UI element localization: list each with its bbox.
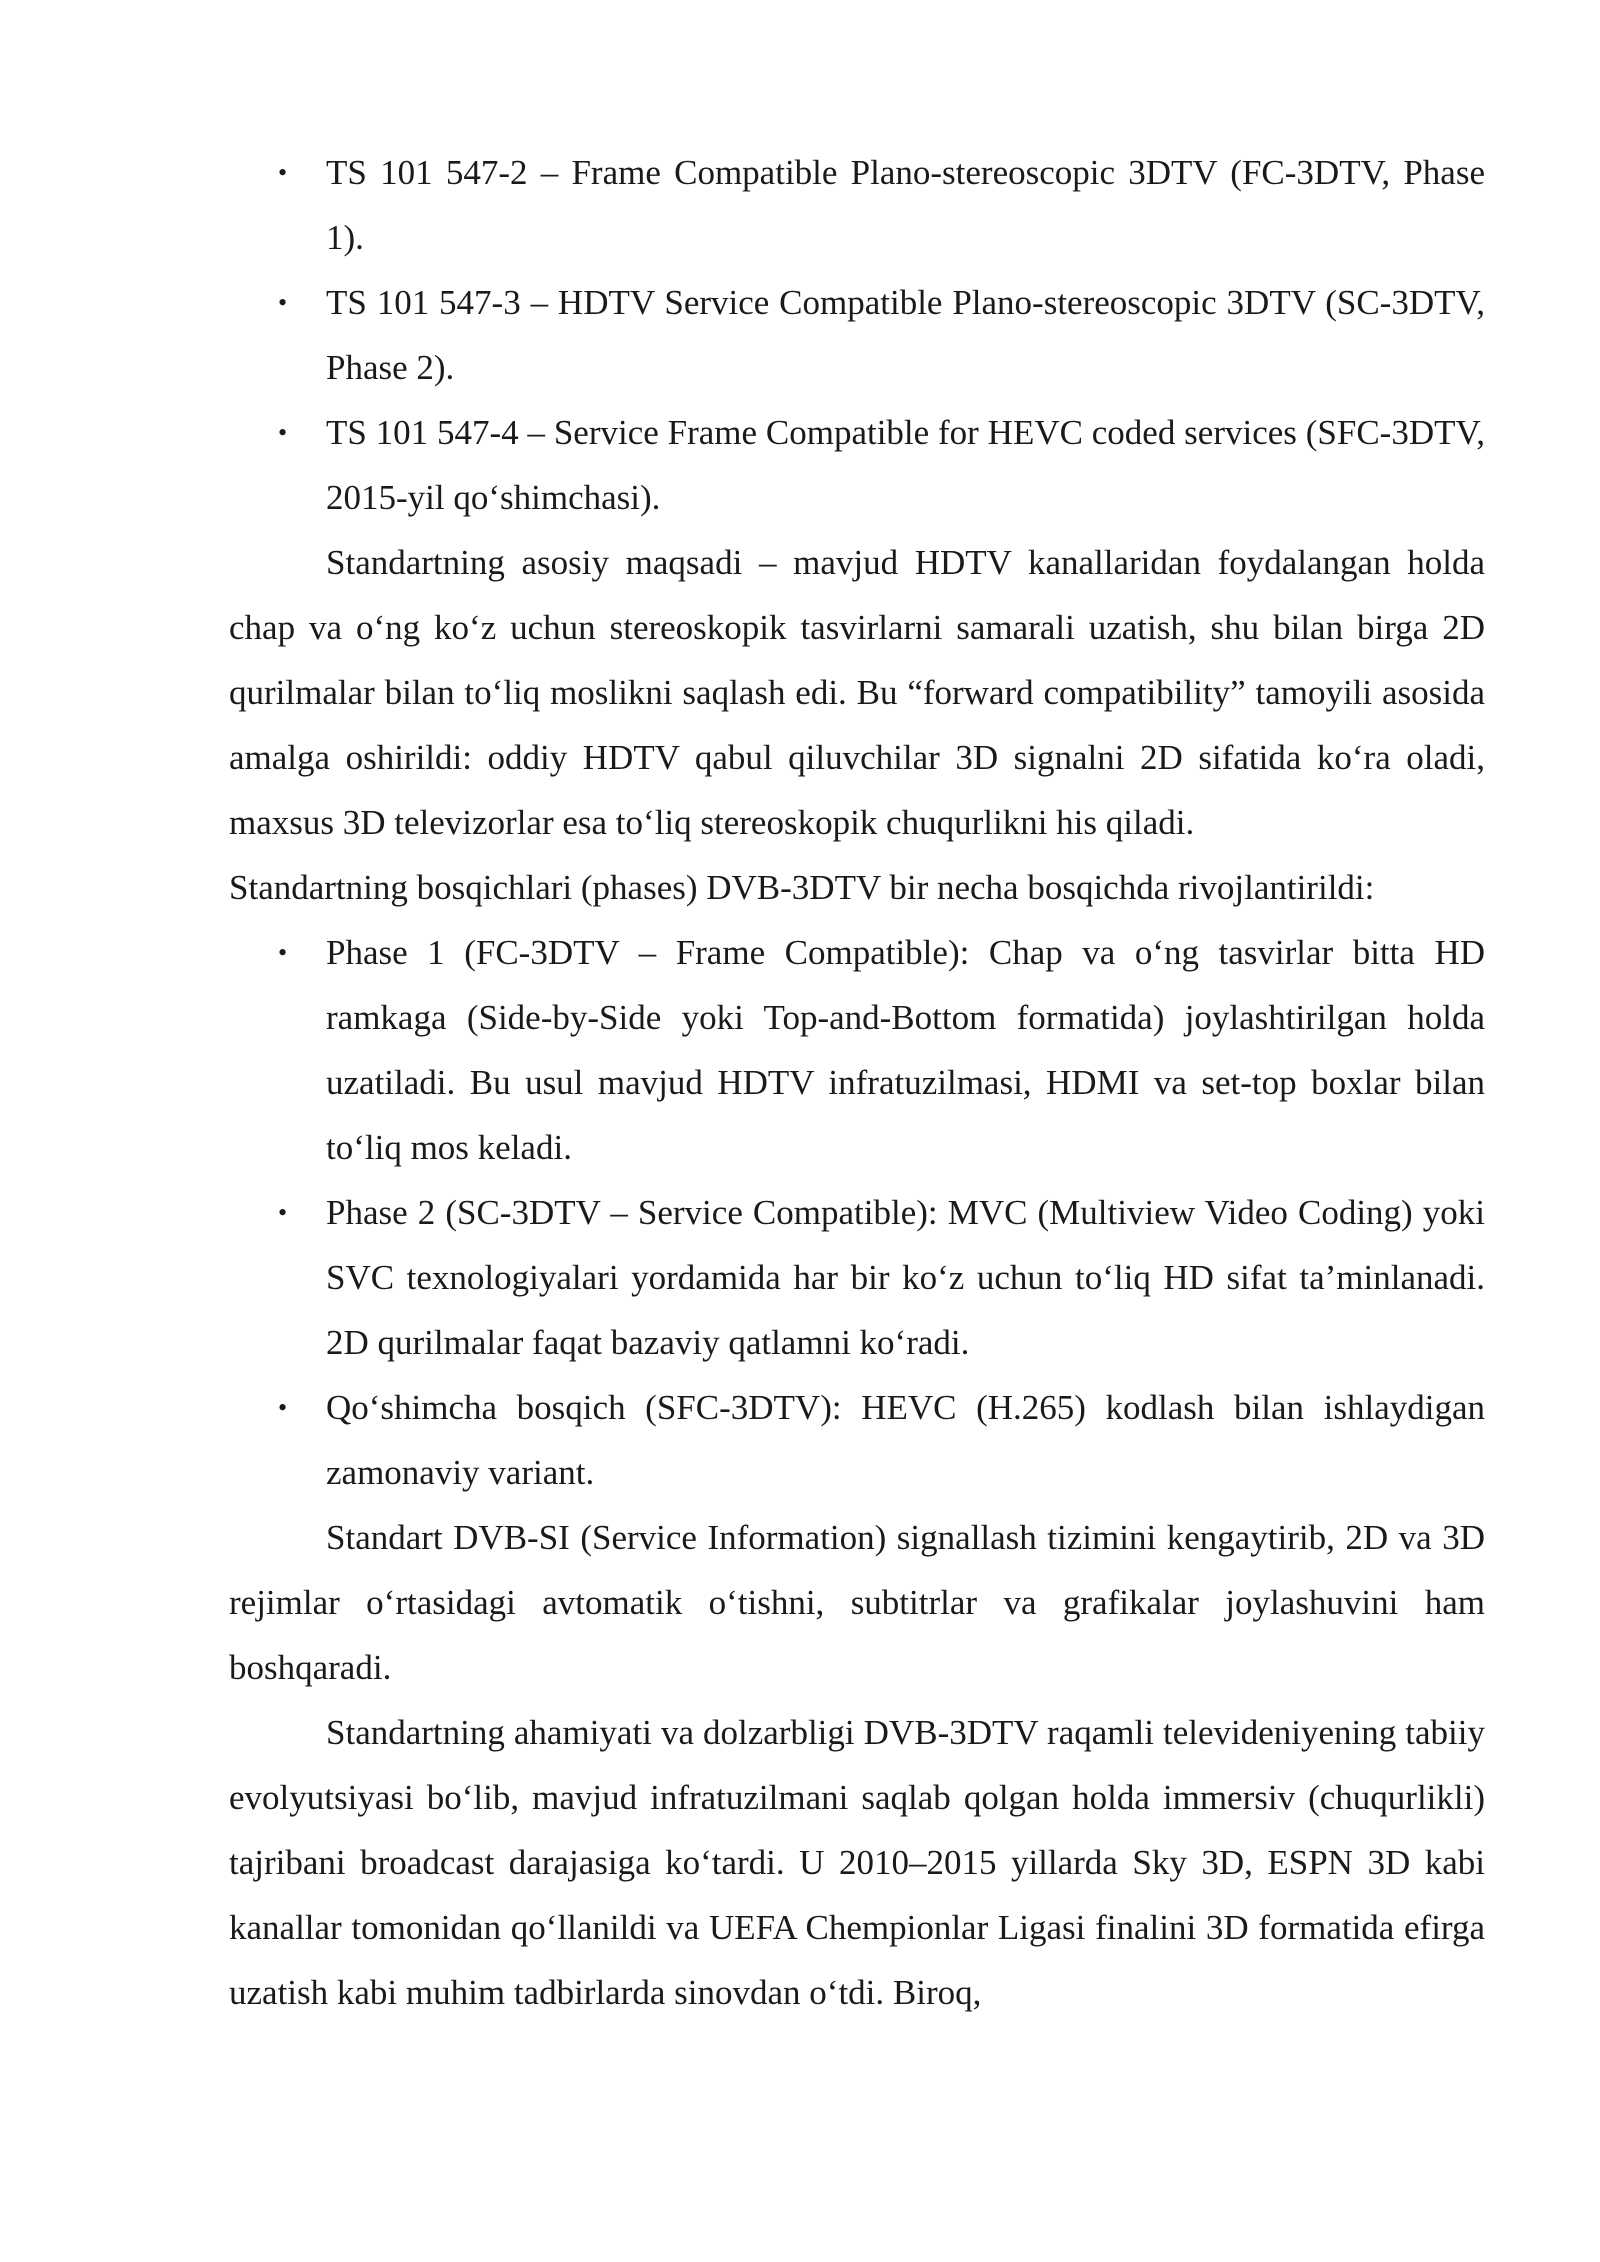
bullet-icon: • bbox=[278, 288, 288, 317]
list-item-text: TS 101 547-2 – Frame Compatible Plano-stereoscopic 3DTV (FC-3DTV, Phase 1). bbox=[326, 153, 1485, 257]
list-item-text: Phase 2 (SC-3DTV – Service Compatible): MVC (Multiview Video Coding) yoki SVC texnologiyalari yordamida har bir ko‘z uchun to‘liq HD sifat ta’minlanadi. 2D qurilmalar faqat bazaviy qatlamni ko‘radi. bbox=[326, 1193, 1485, 1362]
list-item-text: Qo‘shimcha bosqich (SFC-3DTV): HEVC (H.265) kodlash bilan ishlaydigan zamonaviy variant. bbox=[326, 1388, 1485, 1492]
list-item bbox=[229, 1375, 1485, 1505]
list-item-text: Phase 1 (FC-3DTV – Frame Compatible): Chap va o‘ng tasvirlar bitta HD ramkaga (Side-by-Side yoki Top-and-Bottom formatida) joylashtirilgan holda uzatiladi. Bu usul mavjud HDTV infratuzilmasi, HDMI va set-top boxlar bilan to‘liq mos keladi. bbox=[326, 933, 1485, 1167]
paragraph-phases-intro: Standartning bosqichlari (phases) DVB-3DTV bir necha bosqichda rivojlantirildi: bbox=[229, 868, 1375, 907]
phases-list bbox=[229, 920, 1485, 1505]
document-page bbox=[229, 140, 1485, 2025]
paragraph-importance: Standartning ahamiyati va dolzarbligi DVB-3DTV raqamli televideniyening tabiiy evolyutsiyasi bo‘lib, mavjud infratuzilmani saqlab qolgan holda immersiv (chuqurlikli) tajribani broadcast darajasiga ko‘tardi. U 2010–2015 yillarda Sky 3D, ESPN 3D kabi kanallar tomonidan qo‘llanildi va UEFA Chempionlar Ligasi finalini 3D formatida efirga uzatish kabi muhim tadbirlarda sinovdan o‘tdi. Biroq, bbox=[229, 1713, 1485, 2012]
bullet-icon: • bbox=[278, 1393, 288, 1422]
standards-list bbox=[229, 140, 1485, 530]
list-item-text: TS 101 547-3 – HDTV Service Compatible Plano-stereoscopic 3DTV (SC-3DTV, Phase 2). bbox=[326, 283, 1485, 387]
bullet-icon: • bbox=[278, 158, 288, 187]
bullet-icon: • bbox=[278, 1198, 288, 1227]
list-item bbox=[229, 270, 1485, 400]
list-item-text: TS 101 547-4 – Service Frame Compatible for HEVC coded services (SFC-3DTV, 2015-yil qo‘shimchasi). bbox=[326, 413, 1485, 517]
paragraph-purpose: Standartning asosiy maqsadi – mavjud HDTV kanallaridan foydalangan holda chap va o‘ng ko‘z uchun stereoskopik tasvirlarni samarali uzatish, shu bilan birga 2D qurilmalar bilan to‘liq moslikni saqlash edi. Bu “forward compatibility” tamoyili asosida amalga oshirildi: oddiy HDTV qabul qiluvchilar 3D signalni 2D sifatida ko‘ra oladi, maxsus 3D televizorlar esa to‘liq stereoskopik chuqurlikni his qiladi. bbox=[229, 543, 1485, 842]
list-item bbox=[229, 400, 1485, 530]
paragraph-dvb-si: Standart DVB-SI (Service Information) signallash tizimini kengaytirib, 2D va 3D rejimlar o‘rtasidagi avtomatik o‘tishni, subtitrlar va grafikalar joylashuvini ham boshqaradi. bbox=[229, 1518, 1485, 1687]
list-item bbox=[229, 920, 1485, 1180]
list-item bbox=[229, 140, 1485, 270]
bullet-icon: • bbox=[278, 418, 288, 447]
list-item bbox=[229, 1180, 1485, 1375]
bullet-icon: • bbox=[278, 938, 288, 967]
